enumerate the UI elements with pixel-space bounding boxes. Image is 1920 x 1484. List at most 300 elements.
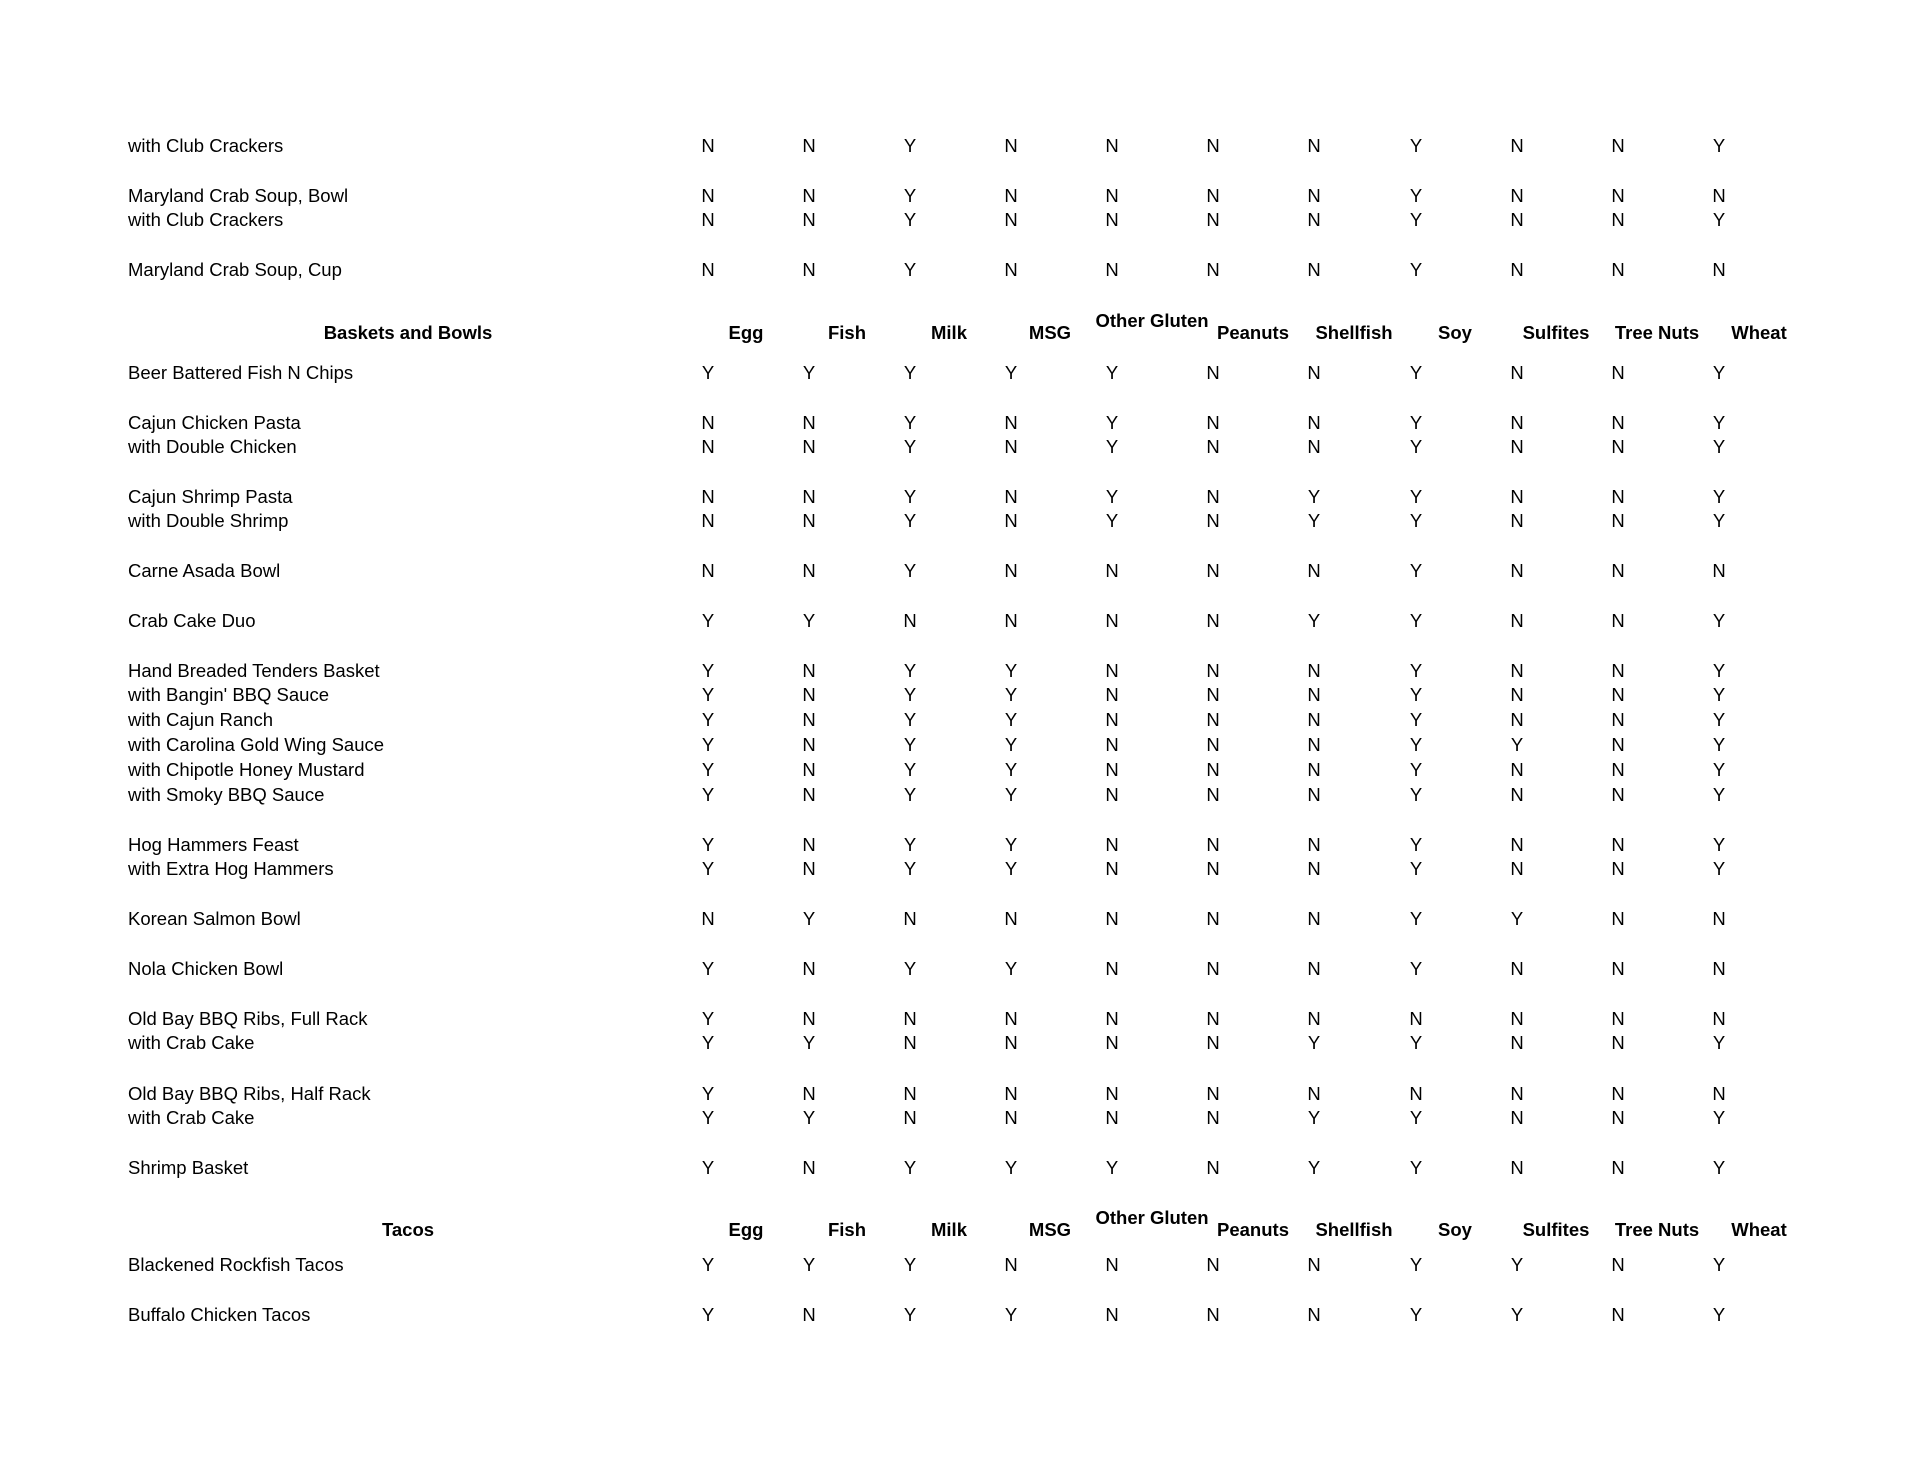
- allergen-value: Y: [903, 834, 917, 855]
- allergen-value: N: [903, 1107, 917, 1128]
- allergen-value: N: [1307, 560, 1321, 581]
- allergen-value: Y: [1409, 1254, 1423, 1275]
- allergen-value: N: [1206, 412, 1220, 433]
- table-row: [0, 857, 1920, 881]
- column-header-milk: Milk: [931, 1219, 967, 1240]
- allergen-value: Y: [1712, 660, 1726, 681]
- allergen-value: N: [1510, 1083, 1524, 1104]
- allergen-value: N: [1611, 709, 1625, 730]
- allergen-value: N: [701, 209, 715, 230]
- allergen-value: N: [1611, 412, 1625, 433]
- allergen-value: Y: [701, 734, 715, 755]
- allergen-value: N: [1510, 135, 1524, 156]
- allergen-value: N: [1004, 1107, 1018, 1128]
- allergen-value: Y: [1712, 1107, 1726, 1128]
- allergen-value: Y: [903, 412, 917, 433]
- table-row: [0, 1106, 1920, 1130]
- allergen-value: N: [1206, 734, 1220, 755]
- allergen-value: Y: [903, 709, 917, 730]
- column-header-msg: MSG: [1028, 1219, 1072, 1240]
- allergen-value: N: [1105, 958, 1119, 979]
- table-row: [0, 1007, 1920, 1031]
- allergen-value: N: [802, 560, 816, 581]
- allergen-value: Y: [1712, 1304, 1726, 1325]
- allergen-value: Y: [802, 362, 816, 383]
- allergen-value: Y: [1004, 1304, 1018, 1325]
- allergen-value: N: [1409, 1083, 1423, 1104]
- menu-item-name: with Extra Hog Hammers: [128, 858, 334, 879]
- allergen-value: Y: [1004, 1157, 1018, 1178]
- allergen-value: Y: [1004, 759, 1018, 780]
- allergen-value: N: [1307, 709, 1321, 730]
- allergen-value: N: [1105, 759, 1119, 780]
- allergen-value: N: [1105, 610, 1119, 631]
- allergen-value: N: [701, 436, 715, 457]
- table-row: [0, 361, 1920, 385]
- allergen-value: N: [1510, 1157, 1524, 1178]
- allergen-value: N: [1712, 259, 1726, 280]
- allergen-value: Y: [1409, 1032, 1423, 1053]
- column-header-fish: Fish: [827, 1219, 867, 1240]
- allergen-value: N: [1611, 362, 1625, 383]
- allergen-value: N: [802, 486, 816, 507]
- allergen-value: Y: [1712, 858, 1726, 879]
- table-row: [0, 733, 1920, 757]
- allergen-value: Y: [1712, 610, 1726, 631]
- column-header-shellfish: Shellfish: [1315, 322, 1393, 343]
- table-row: [0, 509, 1920, 533]
- allergen-value: Y: [1712, 412, 1726, 433]
- allergen-value: Y: [1409, 560, 1423, 581]
- allergen-value: N: [1510, 660, 1524, 681]
- menu-item-name: with Crab Cake: [128, 1107, 255, 1128]
- allergen-value: Y: [1307, 1032, 1321, 1053]
- allergen-value: N: [1307, 660, 1321, 681]
- menu-item-name: with Crab Cake: [128, 1032, 255, 1053]
- allergen-value: N: [1611, 784, 1625, 805]
- allergen-value: N: [1611, 560, 1625, 581]
- allergen-value: N: [1510, 560, 1524, 581]
- menu-item-name: Nola Chicken Bowl: [128, 958, 284, 979]
- allergen-value: N: [1105, 734, 1119, 755]
- allergen-value: Y: [1712, 1157, 1726, 1178]
- allergen-value: N: [1307, 1008, 1321, 1029]
- table-row: [0, 907, 1920, 931]
- allergen-value: Y: [1004, 660, 1018, 681]
- allergen-value: N: [1004, 1254, 1018, 1275]
- allergen-value: N: [1206, 1107, 1220, 1128]
- allergen-value: N: [802, 660, 816, 681]
- allergen-value: N: [1004, 412, 1018, 433]
- allergen-value: Y: [802, 610, 816, 631]
- allergen-value: N: [1510, 436, 1524, 457]
- allergen-value: N: [1105, 135, 1119, 156]
- allergen-value: N: [1307, 1304, 1321, 1325]
- table-row: [0, 609, 1920, 633]
- column-header-sulfites: Sulfites: [1522, 322, 1590, 343]
- allergen-value: N: [1712, 1008, 1726, 1029]
- allergen-value: N: [1004, 560, 1018, 581]
- allergen-value: N: [903, 1083, 917, 1104]
- allergen-value: Y: [1712, 1032, 1726, 1053]
- allergen-value: N: [1105, 259, 1119, 280]
- section-title: Tacos: [381, 1219, 435, 1240]
- allergen-value: Y: [1409, 858, 1423, 879]
- allergen-value: Y: [1712, 510, 1726, 531]
- allergen-value: N: [1611, 610, 1625, 631]
- allergen-value: N: [1510, 1032, 1524, 1053]
- allergen-value: N: [1510, 259, 1524, 280]
- allergen-value: Y: [1510, 1304, 1524, 1325]
- allergen-value: N: [1206, 436, 1220, 457]
- allergen-value: Y: [1409, 908, 1423, 929]
- allergen-value: N: [1510, 510, 1524, 531]
- allergen-value: N: [1105, 908, 1119, 929]
- allergen-value: Y: [701, 1032, 715, 1053]
- allergen-value: N: [802, 1157, 816, 1178]
- allergen-value: Y: [903, 1157, 917, 1178]
- allergen-value: N: [1611, 759, 1625, 780]
- allergen-value: N: [802, 759, 816, 780]
- allergen-value: Y: [1409, 610, 1423, 631]
- allergen-value: Y: [903, 510, 917, 531]
- allergen-value: Y: [1004, 709, 1018, 730]
- column-header-sulfites: Sulfites: [1522, 1219, 1590, 1240]
- allergen-value: N: [1307, 684, 1321, 705]
- allergen-value: N: [1004, 510, 1018, 531]
- allergen-value: Y: [701, 610, 715, 631]
- allergen-value: Y: [1409, 709, 1423, 730]
- allergen-value: Y: [1409, 412, 1423, 433]
- allergen-value: N: [1611, 660, 1625, 681]
- table-row: [0, 1082, 1920, 1106]
- allergen-value: N: [701, 185, 715, 206]
- allergen-value: N: [1206, 209, 1220, 230]
- allergen-value: Y: [701, 709, 715, 730]
- allergen-value: N: [1510, 958, 1524, 979]
- allergen-value: Y: [1004, 684, 1018, 705]
- section-title: Baskets and Bowls: [323, 322, 493, 343]
- allergen-value: N: [802, 784, 816, 805]
- allergen-value: N: [1206, 362, 1220, 383]
- allergen-value: N: [1206, 185, 1220, 206]
- allergen-value: N: [802, 1008, 816, 1029]
- menu-item-name: Maryland Crab Soup, Cup: [128, 259, 342, 280]
- allergen-value: N: [1206, 135, 1220, 156]
- menu-item-name: with Chipotle Honey Mustard: [128, 759, 365, 780]
- allergen-value: Y: [1712, 734, 1726, 755]
- allergen-value: Y: [1712, 759, 1726, 780]
- menu-item-name: Cajun Shrimp Pasta: [128, 486, 293, 507]
- column-header-fish: Fish: [827, 322, 867, 343]
- column-header-peanuts: Peanuts: [1217, 322, 1289, 343]
- allergen-value: Y: [903, 858, 917, 879]
- allergen-value: N: [1004, 486, 1018, 507]
- allergen-value: Y: [1307, 1157, 1321, 1178]
- table-row: [0, 1253, 1920, 1277]
- table-row: [0, 411, 1920, 435]
- allergen-value: Y: [1409, 1107, 1423, 1128]
- allergen-value: N: [1611, 858, 1625, 879]
- allergen-value: N: [1510, 362, 1524, 383]
- allergen-value: Y: [701, 1107, 715, 1128]
- allergen-value: N: [1712, 560, 1726, 581]
- allergen-value: N: [1206, 759, 1220, 780]
- allergen-value: Y: [701, 784, 715, 805]
- allergen-value: Y: [1409, 510, 1423, 531]
- allergen-value: Y: [903, 209, 917, 230]
- allergen-value: Y: [701, 362, 715, 383]
- allergen-value: Y: [701, 1304, 715, 1325]
- allergen-value: N: [1105, 1032, 1119, 1053]
- allergen-value: N: [1510, 684, 1524, 705]
- table-row: [0, 708, 1920, 732]
- allergen-value: N: [1307, 209, 1321, 230]
- allergen-value: Y: [1409, 185, 1423, 206]
- allergen-value: Y: [1105, 510, 1119, 531]
- allergen-value: N: [1206, 784, 1220, 805]
- allergen-value: N: [1510, 486, 1524, 507]
- allergen-value: Y: [1409, 784, 1423, 805]
- table-row: [0, 957, 1920, 981]
- allergen-value: N: [1611, 1157, 1625, 1178]
- column-header-egg: Egg: [728, 322, 764, 343]
- allergen-value: Y: [701, 1254, 715, 1275]
- allergen-value: N: [1307, 858, 1321, 879]
- allergen-value: N: [1307, 135, 1321, 156]
- allergen-value: N: [802, 858, 816, 879]
- allergen-value: N: [1611, 436, 1625, 457]
- allergen-value: N: [1206, 1083, 1220, 1104]
- allergen-value: N: [1206, 684, 1220, 705]
- allergen-value: N: [1510, 412, 1524, 433]
- allergen-value: N: [1206, 908, 1220, 929]
- allergen-value: N: [903, 1008, 917, 1029]
- allergen-value: N: [802, 436, 816, 457]
- column-header-egg: Egg: [728, 1219, 764, 1240]
- allergen-value: N: [1307, 1254, 1321, 1275]
- allergen-value: N: [1206, 560, 1220, 581]
- allergen-value: N: [1206, 486, 1220, 507]
- allergen-value: Y: [1105, 486, 1119, 507]
- allergen-value: N: [1206, 958, 1220, 979]
- allergen-value: Y: [1409, 1304, 1423, 1325]
- menu-item-name: Hog Hammers Feast: [128, 834, 299, 855]
- allergen-value: Y: [903, 1304, 917, 1325]
- table-row: [0, 1156, 1920, 1180]
- allergen-value: N: [1105, 834, 1119, 855]
- menu-item-name: Maryland Crab Soup, Bowl: [128, 185, 349, 206]
- menu-item-name: Korean Salmon Bowl: [128, 908, 301, 929]
- allergen-value: Y: [903, 135, 917, 156]
- allergen-value: N: [1611, 1032, 1625, 1053]
- allergen-value: Y: [1712, 436, 1726, 457]
- allergen-value: N: [1004, 185, 1018, 206]
- allergen-value: N: [701, 560, 715, 581]
- menu-item-name: Old Bay BBQ Ribs, Full Rack: [128, 1008, 368, 1029]
- table-row: [0, 783, 1920, 807]
- column-header-milk: Milk: [931, 322, 967, 343]
- allergen-value: Y: [802, 908, 816, 929]
- allergen-value: N: [1611, 259, 1625, 280]
- menu-item-name: with Cajun Ranch: [128, 709, 273, 730]
- allergen-value: Y: [903, 1254, 917, 1275]
- table-row: [0, 1303, 1920, 1327]
- allergen-value: N: [1307, 259, 1321, 280]
- table-row: [0, 833, 1920, 857]
- menu-item-name: Shrimp Basket: [128, 1157, 249, 1178]
- table-row: [0, 258, 1920, 282]
- table-row: [0, 758, 1920, 782]
- allergen-value: N: [1105, 858, 1119, 879]
- allergen-value: N: [701, 259, 715, 280]
- menu-item-name: with Bangin' BBQ Sauce: [128, 684, 329, 705]
- column-header-shellfish: Shellfish: [1315, 1219, 1393, 1240]
- allergen-value: Y: [903, 759, 917, 780]
- allergen-value: Y: [903, 185, 917, 206]
- menu-item-name: Carne Asada Bowl: [128, 560, 281, 581]
- allergen-value: Y: [1409, 486, 1423, 507]
- allergen-value: N: [1611, 734, 1625, 755]
- allergen-value: Y: [802, 1107, 816, 1128]
- allergen-value: N: [1206, 259, 1220, 280]
- allergen-value: N: [1307, 436, 1321, 457]
- allergen-value: N: [1611, 135, 1625, 156]
- allergen-value: N: [903, 908, 917, 929]
- allergen-value: Y: [1004, 784, 1018, 805]
- table-row: [0, 184, 1920, 208]
- table-row: [0, 659, 1920, 683]
- allergen-value: N: [1307, 185, 1321, 206]
- menu-item-name: with Double Chicken: [128, 436, 297, 457]
- allergen-value: N: [1105, 784, 1119, 805]
- allergen-value: N: [1510, 709, 1524, 730]
- column-header-soy: Soy: [1438, 322, 1472, 343]
- allergen-value: Y: [1004, 958, 1018, 979]
- allergen-value: N: [1004, 209, 1018, 230]
- section-header: [0, 1205, 1920, 1255]
- menu-item-name: with Carolina Gold Wing Sauce: [128, 734, 385, 755]
- allergen-value: Y: [903, 660, 917, 681]
- allergen-value: Y: [701, 958, 715, 979]
- allergen-value: N: [1712, 185, 1726, 206]
- allergen-value: N: [802, 259, 816, 280]
- allergen-value: N: [701, 135, 715, 156]
- allergen-value: Y: [701, 1083, 715, 1104]
- column-header-msg: MSG: [1028, 322, 1072, 343]
- allergen-value: N: [1206, 1157, 1220, 1178]
- allergen-value: N: [1105, 209, 1119, 230]
- allergen-value: N: [802, 709, 816, 730]
- allergen-value: Y: [903, 436, 917, 457]
- allergen-value: N: [1611, 1083, 1625, 1104]
- allergen-value: N: [1307, 412, 1321, 433]
- allergen-value: N: [802, 135, 816, 156]
- table-row: [0, 134, 1920, 158]
- allergen-value: Y: [701, 858, 715, 879]
- allergen-value: N: [1611, 1304, 1625, 1325]
- allergen-value: N: [1611, 209, 1625, 230]
- allergen-value: N: [802, 185, 816, 206]
- menu-item-name: with Club Crackers: [128, 209, 284, 230]
- allergen-value: Y: [1307, 610, 1321, 631]
- allergen-value: N: [1004, 610, 1018, 631]
- table-row: [0, 559, 1920, 583]
- allergen-value: Y: [802, 1032, 816, 1053]
- allergen-value: N: [1004, 1083, 1018, 1104]
- allergen-value: N: [1206, 1254, 1220, 1275]
- allergen-value: Y: [1712, 834, 1726, 855]
- allergen-value: N: [1510, 784, 1524, 805]
- allergen-value: Y: [1004, 734, 1018, 755]
- allergen-value: Y: [1510, 734, 1524, 755]
- allergen-value: N: [1611, 908, 1625, 929]
- allergen-value: Y: [1004, 834, 1018, 855]
- allergen-value: Y: [1409, 436, 1423, 457]
- allergen-value: Y: [1307, 486, 1321, 507]
- allergen-value: Y: [1004, 858, 1018, 879]
- allergen-value: Y: [1409, 135, 1423, 156]
- allergen-value: N: [1510, 610, 1524, 631]
- menu-item-name: Crab Cake Duo: [128, 610, 256, 631]
- allergen-value: N: [802, 734, 816, 755]
- allergen-value: N: [1105, 684, 1119, 705]
- allergen-value: N: [1004, 135, 1018, 156]
- allergen-value: Y: [903, 734, 917, 755]
- allergen-value: Y: [1712, 362, 1726, 383]
- allergen-value: N: [1307, 958, 1321, 979]
- allergen-value: N: [1105, 1304, 1119, 1325]
- allergen-value: Y: [701, 1157, 715, 1178]
- allergen-value: N: [1004, 436, 1018, 457]
- allergen-value: N: [1206, 1304, 1220, 1325]
- allergen-value: Y: [1105, 362, 1119, 383]
- column-header-tree-nuts: Tree Nuts: [1614, 1219, 1700, 1240]
- allergen-value: N: [802, 834, 816, 855]
- allergen-value: N: [1206, 510, 1220, 531]
- column-header-soy: Soy: [1438, 1219, 1472, 1240]
- allergen-value: N: [1510, 209, 1524, 230]
- allergen-value: Y: [1105, 436, 1119, 457]
- allergen-value: N: [1004, 1032, 1018, 1053]
- allergen-value: Y: [802, 1254, 816, 1275]
- menu-item-name: with Smoky BBQ Sauce: [128, 784, 325, 805]
- allergen-value: N: [1409, 1008, 1423, 1029]
- allergen-value: N: [1206, 1008, 1220, 1029]
- allergen-value: N: [802, 209, 816, 230]
- allergen-value: Y: [1712, 684, 1726, 705]
- allergen-value: N: [1307, 362, 1321, 383]
- table-row: [0, 435, 1920, 459]
- allergen-value: Y: [1105, 412, 1119, 433]
- column-header-wheat: Wheat: [1731, 322, 1787, 343]
- allergen-value: N: [903, 1032, 917, 1053]
- allergen-value: Y: [1712, 135, 1726, 156]
- allergen-value: N: [1510, 1107, 1524, 1128]
- allergen-value: N: [1611, 1008, 1625, 1029]
- allergen-value: N: [1611, 834, 1625, 855]
- allergen-value: Y: [1510, 1254, 1524, 1275]
- allergen-value: N: [802, 684, 816, 705]
- column-header-peanuts: Peanuts: [1217, 1219, 1289, 1240]
- allergen-value: N: [1611, 684, 1625, 705]
- allergen-value: Y: [903, 784, 917, 805]
- allergen-value: N: [1611, 1254, 1625, 1275]
- allergen-value: N: [1105, 1107, 1119, 1128]
- allergen-value: Y: [1004, 362, 1018, 383]
- allergen-value: N: [802, 958, 816, 979]
- menu-item-name: Buffalo Chicken Tacos: [128, 1304, 311, 1325]
